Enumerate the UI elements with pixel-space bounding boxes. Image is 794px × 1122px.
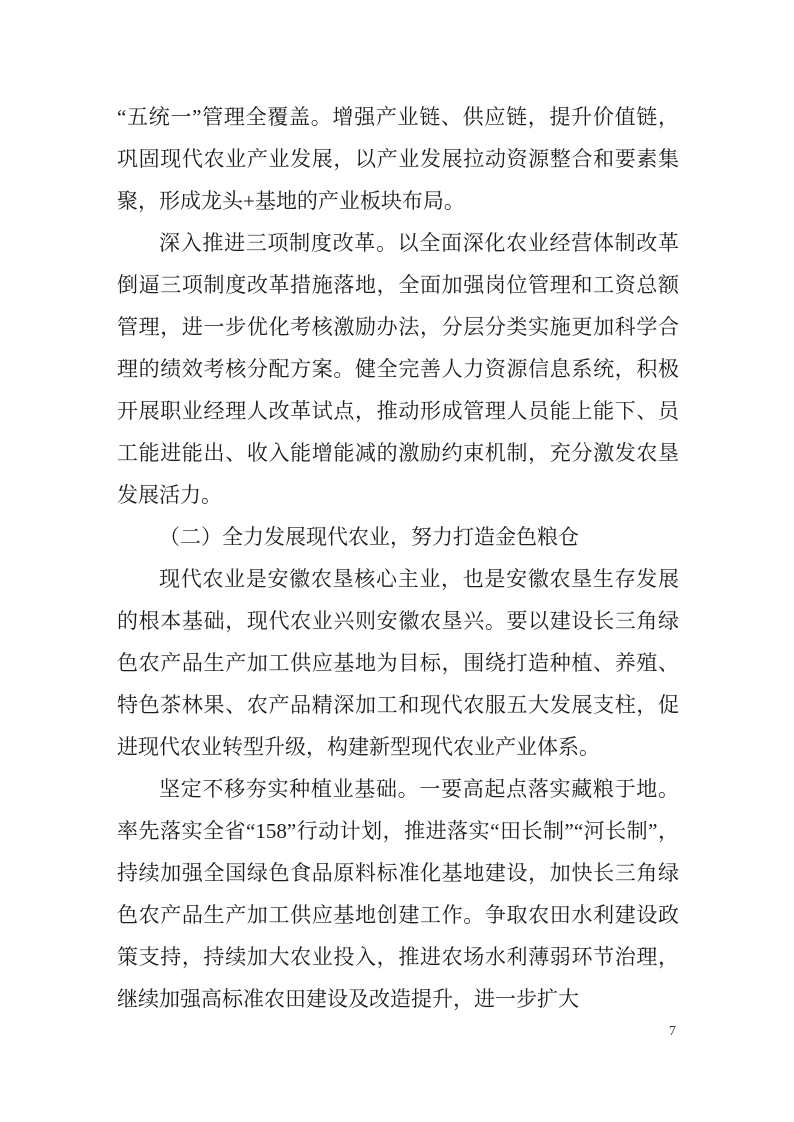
paragraph-partial: 坚定不移夯实种植业基础。一要高起点落实藏粮于地。率先落实全省“158”行动计划，推进落实“田长制”“河长制”，持续加强全国绿色食品原料标准化基地建设，加快长三角绿色农产品生产加工供应基地创建工作。争取农田水利建设政策支持，持续加大农业投入，推进农场水利薄弱环节治理，继续加强高标准农田建设及改造提升，进一步扩大 [117, 777, 679, 1011]
paragraph: 深入推进三项制度改革。以全面深化农业经营体制改革倒逼三项制度改革措施落地，全面加强岗位管理和工资总额管理，进一步优化考核激励办法，分层分类实施更加科学合理的绩效考核分配方案。健全完善人力资源信息系统，积极开展职业经理人改革试点，推动形成管理人员能上能下、员工能进能出、收入能增能减的激励约束机制，充分激发农垦发展活力。 [117, 231, 679, 507]
paragraph-continued: “五统一”管理全覆盖。增强产业链、供应链，提升价值链，巩固现代农业产业发展，以产业发展拉动资源整合和要素集聚，形成龙头+基地的产业板块布局。 [117, 105, 679, 213]
page-number: 7 [669, 1024, 676, 1039]
section-heading: （二）全力发展现代农业，努力打造金色粮仓 [159, 525, 579, 549]
paragraph: 现代农业是安徽农垦核心主业，也是安徽农垦生存发展的根本基础，现代农业兴则安徽农垦兴。要以建设长三角绿色农产品生产加工供应基地为目标，围绕打造种植、养殖、特色茶林果、农产品精深加工和现代农服五大发展支柱，促进现代农业转型升级，构建新型现代农业产业体系。 [117, 567, 679, 759]
document-body [117, 96, 679, 1020]
